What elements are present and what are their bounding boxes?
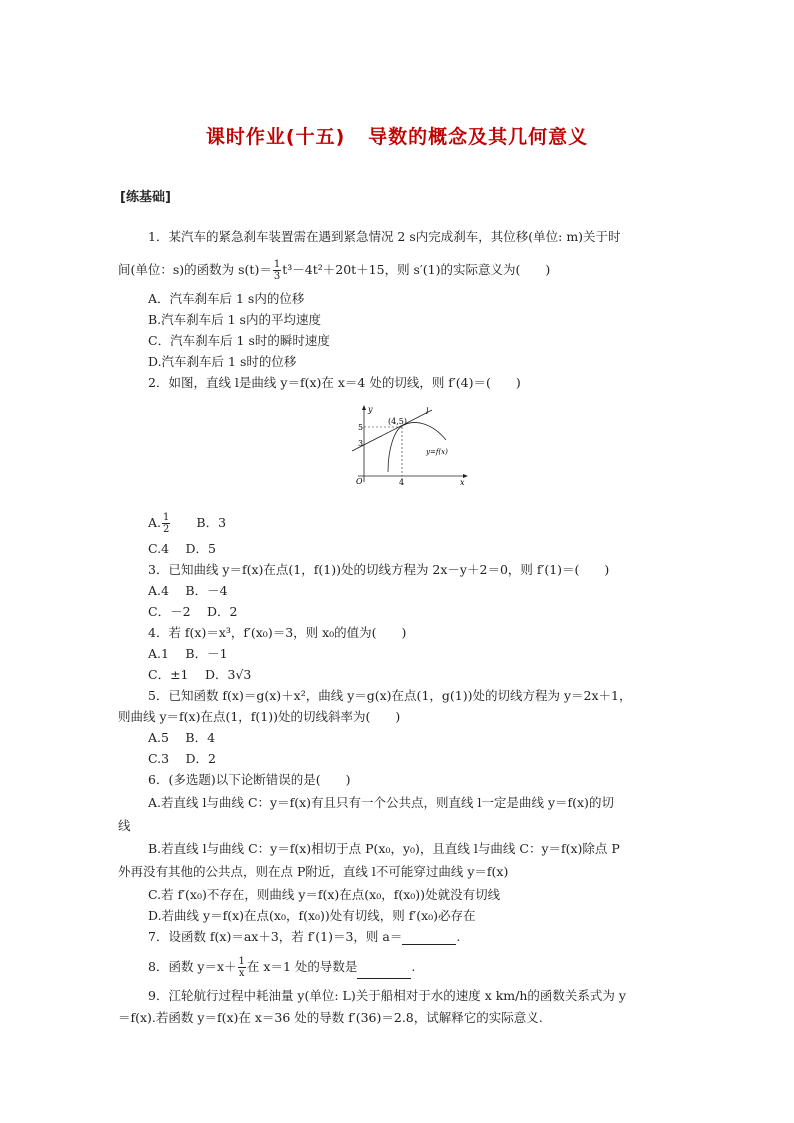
q7-end: . (456, 929, 461, 944)
q6-option-d: D.若曲线 y＝f(x)在点(x₀，f(x₀))处有切线，则 f′(x₀)必存在 (148, 908, 476, 923)
q2-option-b: B．3 (196, 515, 227, 530)
q6-option-b-line1: B.若直线 l与曲线 C：y＝f(x)相切于点 P(x₀，y₀)，且直线 l与曲线 C：y＝f(x)除点 P (148, 841, 620, 856)
q6-option-a-line1: A.若直线 l与曲线 C：y＝f(x)有且只有一个公共点，则直线 l一定是曲线 y＝f(x)的切 (148, 795, 614, 810)
y-axis-label: y (368, 405, 373, 414)
q2-option-a-prefix: A. (148, 515, 162, 530)
q1-option-a: A．汽车刹车后 1 s内的位移 (148, 291, 305, 306)
q6-option-a-line2: 线 (118, 818, 131, 833)
q2-frac-den: 2 (163, 524, 170, 535)
q2-stem: 2．如图，直线 l是曲线 y＝f(x)在 x＝4 处的切线，则 f′(4)＝( ) (148, 375, 521, 390)
q7-line (148, 929, 460, 945)
q7-answer-blank[interactable] (402, 932, 456, 945)
q6-stem: 6．(多选题)以下论断错误的是( ) (148, 772, 351, 787)
q1-stem-line1: 1．某汽车的紧急刹车装置需在遇到紧急情况 2 s内完成刹车，其位移(单位: m)关于时 (148, 229, 621, 244)
q1-option-c: C．汽车刹车后 1 s时的瞬时速度 (148, 333, 330, 348)
q1-stem-line2 (118, 259, 550, 282)
q6-option-c: C.若 f′(x₀)不存在，则曲线 y＝f(x)在点(x₀，f(x₀))处就没有切线 (148, 887, 501, 902)
tangent-graph (340, 402, 475, 488)
page-title: 课时作业(十五) 导数的概念及其几何意义 (205, 126, 589, 148)
q1-option-b: B.汽车刹车后 1 s内的平均速度 (148, 312, 321, 327)
q8-fraction (238, 956, 246, 979)
q7-stem: 7．设函数 f(x)＝ax＋3，若 f′(1)＝3，则 a＝ (148, 929, 403, 944)
q6-option-b-line2: 外再没有其他的公共点，则在点 P附近，直线 l不可能穿过曲线 y＝f(x) (118, 864, 509, 879)
tick-y-3: 3 (358, 439, 364, 448)
q4-options-cd: C．±1 D．3√3 (148, 667, 252, 682)
q3-stem: 3．已知曲线 y＝f(x)在点(1，f(1))处的切线方程为 2x－y＋2＝0，则 f′(1)＝( ) (148, 562, 610, 577)
q1-stem-pre: 间(单位：s)的函数为 s(t)＝ (118, 262, 272, 277)
q1-stem-post: t³－4t²＋20t＋15，则 s′(1)的实际意义为( ) (282, 262, 551, 277)
origin-label: O (356, 477, 363, 486)
q9-line2: ＝f(x).若函数 y＝f(x)在 x＝36 处的导数 f′(36)＝2.8，试解释它的实际意义. (118, 1010, 543, 1025)
q1-fraction (273, 259, 281, 282)
q1-frac-den: 3 (273, 271, 281, 282)
q2-options-ab (148, 512, 226, 535)
q9-line1: 9．江轮航行过程中耗油量 y(单位: L)关于船相对于水的速度 x km/h的函数关系式为 y (148, 988, 626, 1003)
section-heading: [练基础] (120, 190, 171, 205)
q8-end: . (411, 959, 416, 974)
q8-line (148, 956, 415, 979)
q5-stem-line2: 则曲线 y＝f(x)在点(1，f(1))处的切线斜率为( ) (118, 709, 401, 724)
q8-answer-blank[interactable] (357, 966, 411, 979)
q1-option-d: D.汽车刹车后 1 s时的位移 (148, 354, 297, 369)
q2-option-a-fraction (162, 512, 170, 535)
q2-options-cd: C.4 D．5 (148, 541, 216, 556)
q4-stem: 4．若 f(x)＝x³，f′(x₀)＝3，则 x₀的值为( ) (148, 625, 407, 640)
q5-stem-line1: 5．已知函数 f(x)＝g(x)＋x²，曲线 y＝g(x)在点(1，g(1))处的切线方程为 y＝2x＋1， (148, 688, 632, 703)
x-axis-label: x (460, 478, 465, 487)
q4-options-ab: A.1 B．－1 (148, 646, 228, 661)
q3-options-ab: A.4 B．－4 (148, 583, 228, 598)
line-label: l (426, 407, 429, 416)
point-label: (4,5) (388, 417, 407, 426)
curve-label: y=f(x) (426, 448, 448, 456)
q1-frac-num: 1 (273, 259, 281, 270)
q5-options-cd: C.3 D．2 (148, 751, 216, 766)
tick-x-4: 4 (399, 478, 405, 487)
q8-pre: 8．函数 y＝x＋ (148, 959, 237, 974)
q3-options-cd: C．－2 D．2 (148, 604, 238, 619)
q8-post: 在 x＝1 处的导数是 (246, 959, 358, 974)
q2-frac-num: 1 (163, 512, 170, 523)
q8-frac-den: x (238, 968, 245, 979)
q5-options-ab: A.5 B．4 (148, 730, 216, 745)
q8-frac-num: 1 (238, 956, 245, 967)
tick-y-5: 5 (358, 423, 364, 432)
